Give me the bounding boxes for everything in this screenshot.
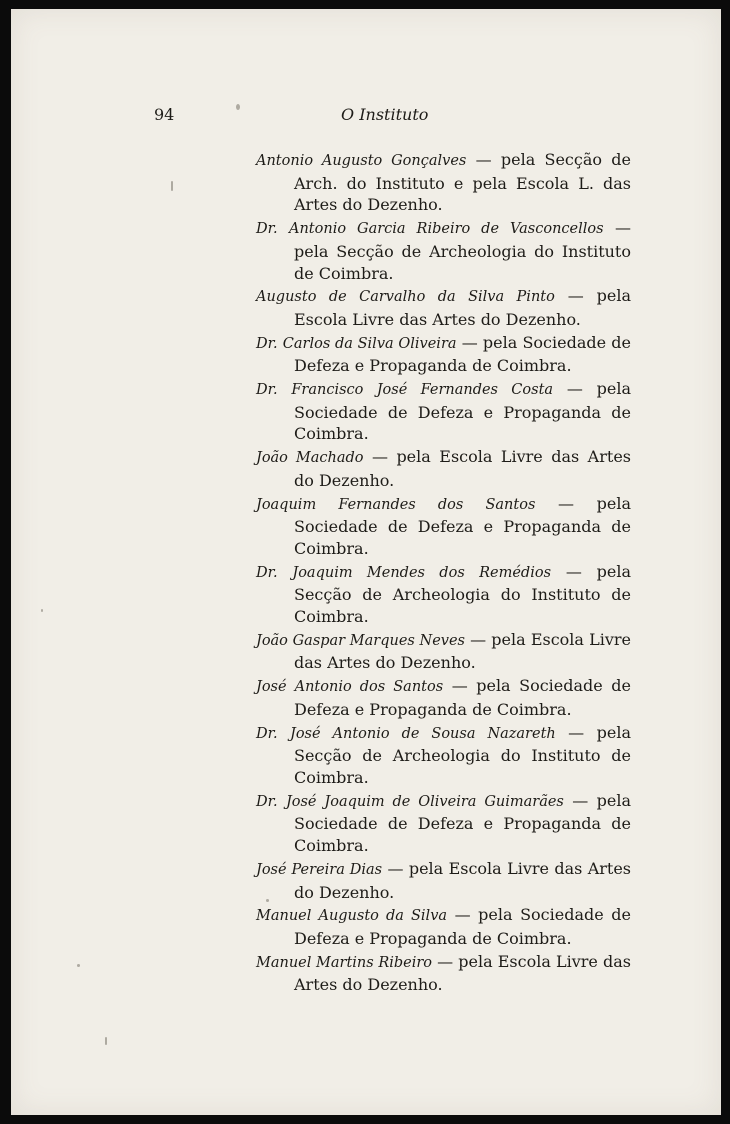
- entry-affiliation: — pela Sociedade de Defeza e Propaganda de Coimbra.: [294, 905, 631, 948]
- entry-affiliation: — pela Escola Livre das Artes do Dezenho.: [294, 447, 631, 490]
- entry-name: José Antonio dos Santos: [256, 679, 444, 696]
- entry-affiliation: — pela Secção de Arch. do Instituto e pela Escola L. das Artes do Dezenho.: [294, 150, 631, 215]
- entry-name: Antonio Garcia Ribeiro de Vasconcellos: [289, 221, 604, 238]
- entry-name: Joaquim Fernandes dos Santos: [256, 496, 536, 513]
- list-entry: [256, 285, 631, 330]
- paper-speck: [41, 609, 43, 612]
- entry-affiliation: — pela Sociedade de Defeza e Propaganda de Coimbra.: [294, 493, 631, 558]
- book-page: [11, 9, 721, 1115]
- list-entry: [256, 904, 631, 949]
- list-entry: [256, 149, 631, 216]
- list-entry: [256, 446, 631, 491]
- list-entry: [256, 561, 631, 628]
- entry-title: Dr.: [256, 725, 278, 742]
- page-number: 94: [154, 105, 175, 124]
- running-title: O Instituto: [341, 105, 429, 124]
- list-entry: [256, 378, 631, 445]
- entry-name: Francisco José Fernandes Costa: [291, 382, 554, 399]
- entry-affiliation: — pela Sociedade de Defeza e Propaganda de Coimbra.: [294, 332, 631, 376]
- entry-title: Dr.: [256, 382, 278, 399]
- entry-affiliation: — pela Escola Livre das Artes do Dezenho.: [294, 629, 632, 673]
- paper-speck: [266, 899, 269, 902]
- member-list: [256, 149, 631, 997]
- list-entry: [256, 332, 631, 377]
- paper-speck: [77, 964, 80, 967]
- list-entry: [256, 722, 631, 789]
- entry-title: Dr.: [256, 564, 278, 581]
- entry-affiliation: — pela Escola Livre das Artes do Dezenho.: [294, 951, 631, 995]
- paper-speck: [105, 1037, 107, 1045]
- paper-speck: [171, 181, 173, 191]
- paper-speck: [236, 104, 240, 110]
- entry-name: Manuel Augusto da Silva: [256, 908, 448, 925]
- entry-name: Carlos da Silva Oliveira: [282, 335, 457, 352]
- entry-name: José Pereira Dias: [256, 861, 383, 878]
- entry-title: Dr.: [256, 793, 278, 810]
- entry-title: Dr.: [256, 335, 278, 352]
- entry-affiliation: — pela Escola Livre das Artes do Dezenho.: [294, 858, 631, 902]
- list-entry: [256, 951, 631, 996]
- page-header: [11, 105, 721, 129]
- list-entry: [256, 790, 631, 857]
- entry-name: João Gaspar Marques Neves: [256, 632, 466, 649]
- entry-affiliation: — pela Secção de Archeologia do Instituto de Coimbra.: [294, 218, 631, 283]
- entry-name: João Machado: [256, 450, 364, 467]
- entry-affiliation: — pela Secção de Archeologia do Instituto de Coimbra.: [294, 561, 631, 627]
- entry-name: José Joaquim de Oliveira Guimarães: [285, 793, 564, 810]
- entry-title: Dr.: [256, 221, 278, 238]
- list-entry: [256, 675, 631, 720]
- list-entry: [256, 217, 631, 284]
- entry-affiliation: — pela Sociedade de Defeza e Propaganda de Coimbra.: [294, 379, 631, 444]
- entry-affiliation: — pela Escola Livre das Artes do Dezenho.: [294, 286, 631, 329]
- entry-affiliation: — pela Secção de Archeologia do Instituto de Coimbra.: [294, 722, 631, 787]
- list-entry: [256, 493, 631, 560]
- list-entry: [256, 858, 631, 903]
- list-entry: [256, 629, 631, 674]
- entry-affiliation: — pela Sociedade de Defeza e Propaganda de Coimbra.: [294, 676, 631, 719]
- entry-name: José Antonio de Sousa Nazareth: [290, 725, 556, 742]
- entry-name: Antonio Augusto Gonçalves: [256, 153, 467, 169]
- entry-name: Augusto de Carvalho da Silva Pinto: [256, 289, 555, 306]
- entry-name: Manuel Martins Ribeiro: [256, 954, 433, 971]
- entry-affiliation: — pela Sociedade de Defeza e Propaganda de Coimbra.: [294, 790, 631, 856]
- entry-name: Joaquim Mendes dos Remédios: [292, 564, 552, 581]
